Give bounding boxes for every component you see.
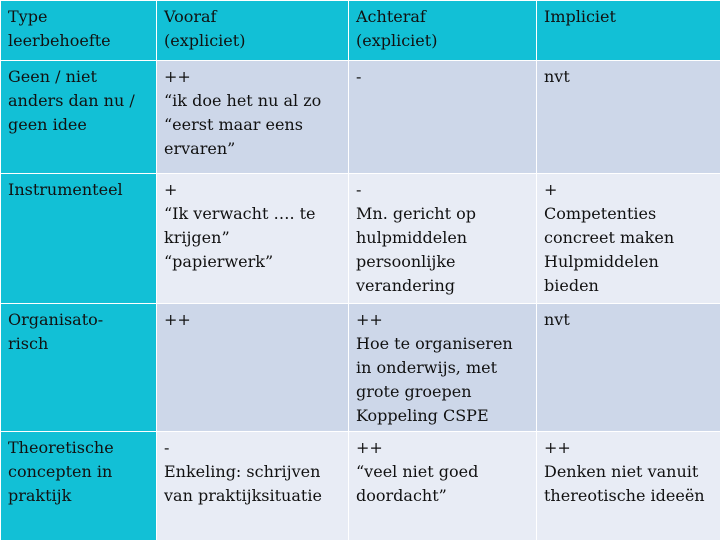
cell-impliciet: nvt [537, 304, 720, 432]
row-label: Instrumenteel [1, 174, 157, 304]
header-vooraf: Vooraf (expliciet) [157, 1, 349, 61]
cell-vooraf: + “Ik verwacht …. te krijgen” “papierwerk” [157, 174, 349, 304]
cell-vooraf: ++ “ik doe het nu al zo “eerst maar eens ervaren” [157, 61, 349, 174]
cell-vooraf: - Enkeling: schrijven van praktijksituatie [157, 432, 349, 541]
table-row [1, 432, 720, 541]
row-label: Organisato- risch [1, 304, 157, 432]
header-type-leerbehoefte: Type leerbehoefte [1, 1, 157, 61]
cell-impliciet: ++ Denken niet vanuit thereotische ideeën [537, 432, 720, 541]
table-row [1, 304, 720, 432]
header-achteraf: Achteraf (expliciet) [349, 1, 537, 61]
cell-vooraf: ++ [157, 304, 349, 432]
cell-impliciet: + Competenties concreet maken Hulpmiddelen bieden [537, 174, 720, 304]
cell-impliciet: nvt [537, 61, 720, 174]
cell-achteraf: ++ Hoe te organiseren in onderwijs, met grote groepen Koppeling CSPE [349, 304, 537, 432]
header-row [1, 1, 720, 61]
row-label: Geen / niet anders dan nu / geen idee [1, 61, 157, 174]
cell-achteraf: - Mn. gericht op hulpmiddelen persoonlijke verandering [349, 174, 537, 304]
table-row [1, 61, 720, 174]
cell-achteraf: - [349, 61, 537, 174]
row-label: Theoretische concepten in praktijk [1, 432, 157, 541]
cell-achteraf: ++ “veel niet goed doordacht” [349, 432, 537, 541]
header-impliciet: Impliciet [537, 1, 720, 61]
table-row [1, 174, 720, 304]
